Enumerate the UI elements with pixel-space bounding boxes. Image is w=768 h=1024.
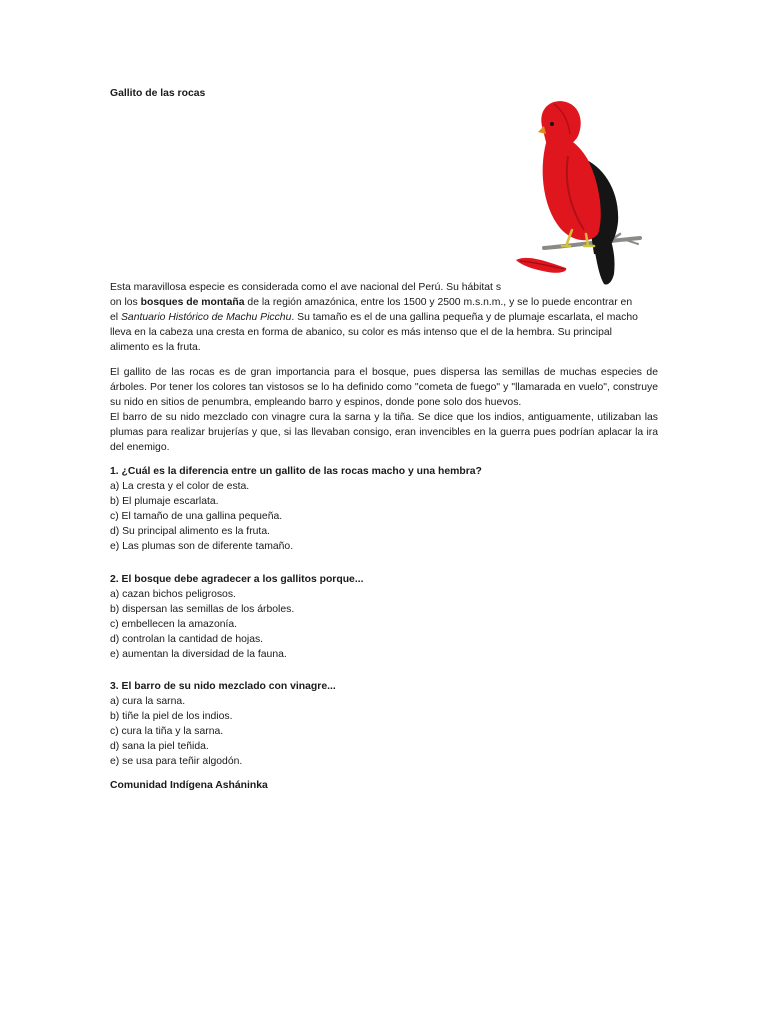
intro-line-2: on los bosques de montaña de la región amazónica, entre los 1500 y 2500 m.s.n.m., y se lo puede encontrar en [110, 297, 633, 308]
body-paragraph [110, 365, 658, 455]
bird-body [543, 135, 601, 240]
option-b: b) tiñe la piel de los indios. [110, 711, 233, 722]
option-c: c) cura la tiña y la sarna. [110, 726, 224, 737]
intro-line-1: Esta maravillosa especie es considerada como el ave nacional del Perú. Su hábitat s [110, 282, 502, 293]
option-e: e) se usa para teñir algodón. [110, 756, 243, 767]
option-e: e) Las plumas son de diferente tamaño. [110, 541, 294, 552]
option-b: b) El plumaje escarlata. [110, 496, 219, 507]
option-e: e) aumentan la diversidad de la fauna. [110, 649, 287, 660]
bird-crest [541, 101, 580, 148]
option-a: a) cazan bichos peligrosos. [110, 589, 236, 600]
bird-illustration [508, 96, 648, 292]
intro-paragraph [110, 280, 658, 355]
question-1 [110, 464, 658, 554]
option-d: d) Su principal alimento es la fruta. [110, 526, 270, 537]
option-d: d) controlan la cantidad de hojas. [110, 634, 264, 645]
question-title: 1. ¿Cuál es la diferencia entre un gallito de las rocas macho y una hembra? [110, 466, 482, 477]
option-b: b) dispersan las semillas de los árboles. [110, 604, 295, 615]
body-text-1: El gallito de las rocas es de gran importancia para el bosque, pues dispersa las semillas de muchas especies de árboles. Por tener los colores tan vistosos se lo ha definido como "cometa de fuego" y "llamarada en vuelo", construye su nido en sitios de penumbra, empleando barro y espinos, donde pone solo dos huevos. [110, 367, 658, 408]
option-a: a) La cresta y el color de esta. [110, 481, 250, 492]
highlight-bold: bosques de montaña [140, 297, 245, 308]
option-a: a) cura la sarna. [110, 696, 186, 707]
document-title: Gallito de las rocas [110, 88, 206, 99]
question-title: 3. El barro de su nido mezclado con vinagre... [110, 681, 336, 692]
body-text-2: El barro de su nido mezclado con vinagre cura la sarna y la tiña. Se dice que los indios, antiguamente, utilizaban las plumas para realizar brujerías y que, si las llevaban consigo, eran invencibles en la guerra pues podrían aplacar la ira del enemigo. [110, 412, 658, 453]
intro-line-3: el Santuario Histórico de Machu Picchu. Su tamaño es el de una gallina pequeña y de plumaje escarlata, el macho [110, 312, 638, 323]
option-c: c) El tamaño de una gallina pequeña. [110, 511, 283, 522]
intro-line-5: alimento es la fruta. [110, 342, 201, 353]
question-2 [110, 572, 658, 662]
highlight-italic: Santuario Histórico de Machu Picchu [120, 312, 292, 323]
question-3 [110, 679, 658, 769]
bird-eye [550, 122, 554, 126]
fallen-feather [516, 258, 566, 273]
intro-line-4: lleva en la cabeza una cresta en forma de abanico, su color es más intenso que el de la hembra. Su principal [110, 327, 612, 338]
question-title: 2. El bosque debe agradecer a los gallitos porque... [110, 574, 364, 585]
source-credit: Comunidad Indígena Asháninka [110, 780, 268, 791]
option-d: d) sana la piel teñida. [110, 741, 209, 752]
option-c: c) embellecen la amazonía. [110, 619, 238, 630]
